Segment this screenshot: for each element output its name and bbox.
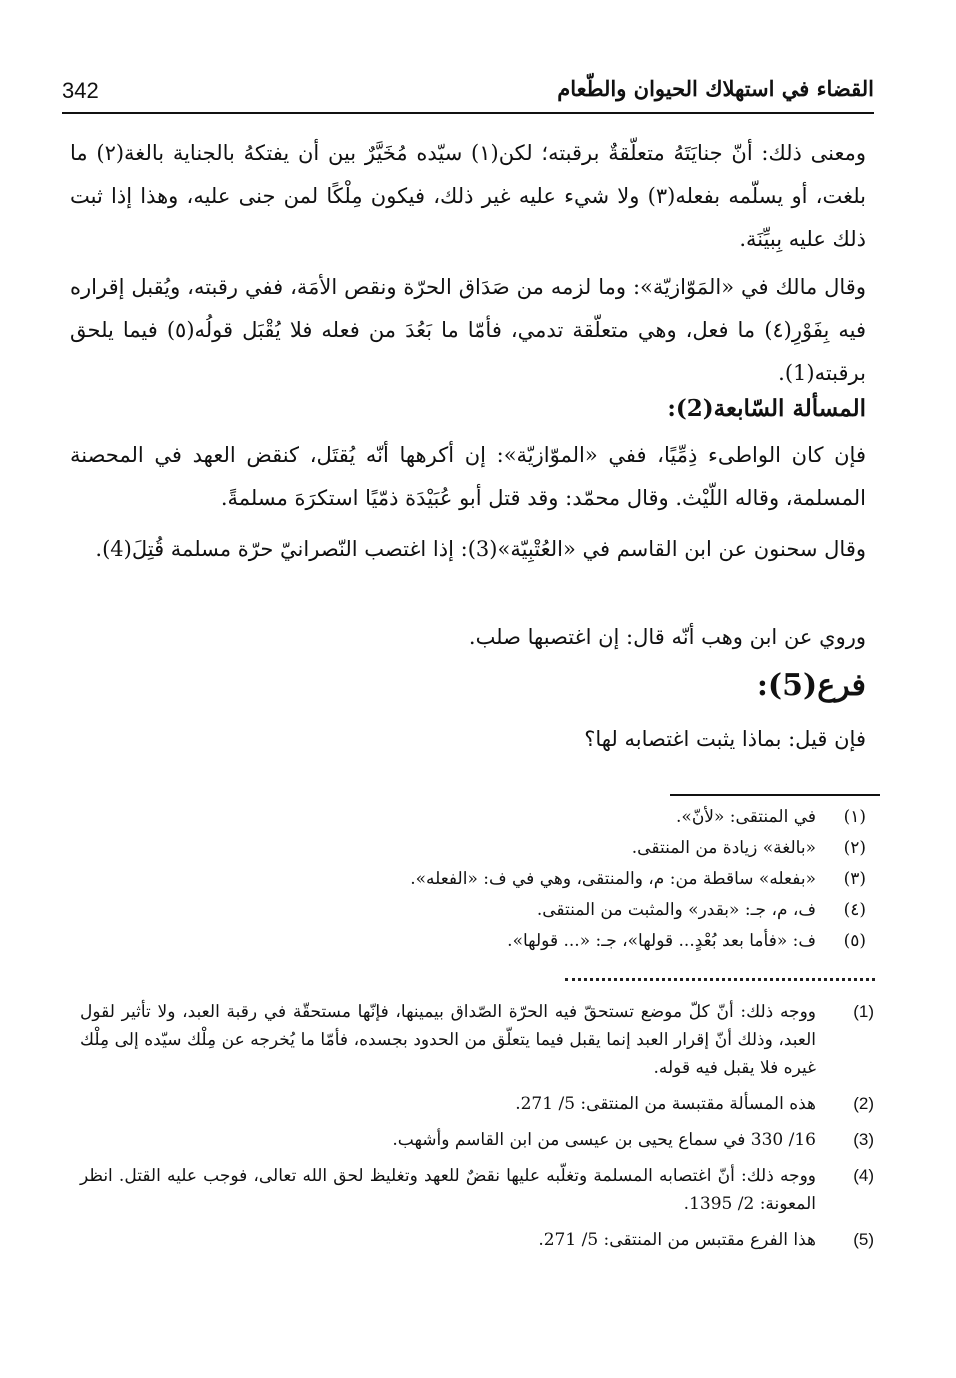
footnote-number: (٤) xyxy=(843,900,866,920)
editor-notes xyxy=(80,998,874,1262)
paragraph-3: فإن كان الواطىء ذِمِّيًا، ففي «الموّازيّة»: إن أكرهها أنّه يُقتَل، كنقض العهد في المحصنة المسلمة، وقاله اللّيْث. وقال محمّد: وقد قتل أبو عُبَيْدَة ذمّيًا استكرَهَ مسلمةً. xyxy=(70,443,866,510)
footnote-text: ف: «فأما بعد بُعْدٍ... قولها»، جـ: «... قولها». xyxy=(507,931,816,951)
footnote-text: «بفعله» ساقطة من: م، والمنتقى، وهي في ف: «الفعله». xyxy=(410,869,816,889)
note-text: ووجه ذلك: أنّ كلّ موضع تستحقّ فيه الحرّة الصّداق بيمينها، فإنّها مستحقّة في رقبة العبد، ولا تأثير لقول العبد، وذلك أنّ إقرار العبد إنما يقبل فيما يتعلّق من الحدود بجسده، فأمّا ما يُخرجه عن مِلْك سيّده إلى مِلْك غيره فلا يقبل فيه قوله. xyxy=(80,1002,816,1078)
dotted-separator xyxy=(565,978,875,981)
note-text: هذه المسألة مقتبسة من المنتقى: 5/ 271. xyxy=(515,1094,816,1114)
subsection-heading: فرع(5): xyxy=(756,668,866,703)
footnote-text: ف، م، جـ: «بقدر» والمثبت من المنتقى. xyxy=(536,900,816,920)
paragraph-2: وقال مالك في «المَوّازيّة»: وما لزمه من صَدَاق الحرّة ونقص الأمَة، ففي رقبته، ويُقبل إقراره فيه بِفَوْرِ(٤) ما فعل، وهي متعلّقة تدمي، فأمّا ما بَعُدَ من فعله فلا يُقْبَل قولُه(٥) فيما يلحق برقبته(1). xyxy=(70,275,866,385)
note-text: ووجه ذلك: أنّ اغتصابه المسلمة وتغلّبه عليها نقضٌ للعهد وتغليظ لحق الله تعالى، فوجب عليه القتل. انظر المعونة: 2/ 1395. xyxy=(80,1166,816,1214)
footnote-separator xyxy=(670,794,880,796)
note-item xyxy=(80,1126,874,1154)
note-text: 16/ 330 في سماع يحيى بن عيسى من ابن القاسم وأشهب. xyxy=(392,1130,816,1150)
section-heading: المسألة السّابعة(2): xyxy=(667,395,866,422)
running-header xyxy=(62,72,874,114)
page-number: 342 xyxy=(62,78,99,103)
note-number: (3) xyxy=(853,1130,874,1149)
footnote-item xyxy=(300,802,866,833)
footnote-item xyxy=(300,864,866,895)
paragraph-6: فإن قيل: بماذا يثبت اغتصابه لها؟ xyxy=(584,727,866,751)
footnote-number: (٥) xyxy=(843,931,866,951)
footnote-number: (١) xyxy=(843,807,866,827)
footnote-item xyxy=(300,895,866,926)
note-number: (4) xyxy=(853,1166,874,1185)
note-item xyxy=(80,1226,874,1254)
footnote-text: «بالغة» زيادة من المنتقى. xyxy=(631,838,816,858)
note-text: هذا الفرع مقتبس من المنتقى: 5/ 271. xyxy=(538,1230,816,1250)
note-item xyxy=(80,1162,874,1218)
footnote-text: في المنتقى: «لأنّ». xyxy=(676,807,816,827)
note-number: (2) xyxy=(853,1094,874,1113)
footnote-number: (٣) xyxy=(843,869,866,889)
paragraph-4: وقال سحنون عن ابن القاسم في «العُتْبِيّة»(3): إذا اغتصب النّصرانيّ حرّة مسلمة قُتِلَ(4). xyxy=(95,537,866,561)
footnote-item xyxy=(300,833,866,864)
note-item xyxy=(80,1090,874,1118)
footnote-number: (٢) xyxy=(843,838,866,858)
note-item xyxy=(80,998,874,1082)
note-number: (5) xyxy=(853,1230,874,1249)
paragraph-1: ومعنى ذلك: أنّ جنايَتَهُ متعلّقةٌ برقبته؛ لكن(١) سيّده مُخَيَّرٌ بين أن يفتكهُ بالجناية بالغة(٢) ما بلغت، أو يسلّمه بفعله(٣) ولا شيء عليه غير ذلك، فيكون مِلْكًا لمن جنى عليه، وهذا إذا ثبت ذلك عليه بِبيِّنَة. xyxy=(70,141,867,251)
paragraph-5: وروي عن ابن وهب أنّه قال: إن اغتصبها صلب. xyxy=(468,625,866,649)
header-title: القضاء في استهلاك الحيوان والطّعام xyxy=(557,76,874,101)
manuscript-footnotes xyxy=(300,802,866,957)
note-number: (1) xyxy=(853,1002,874,1021)
footnote-item xyxy=(300,926,866,957)
